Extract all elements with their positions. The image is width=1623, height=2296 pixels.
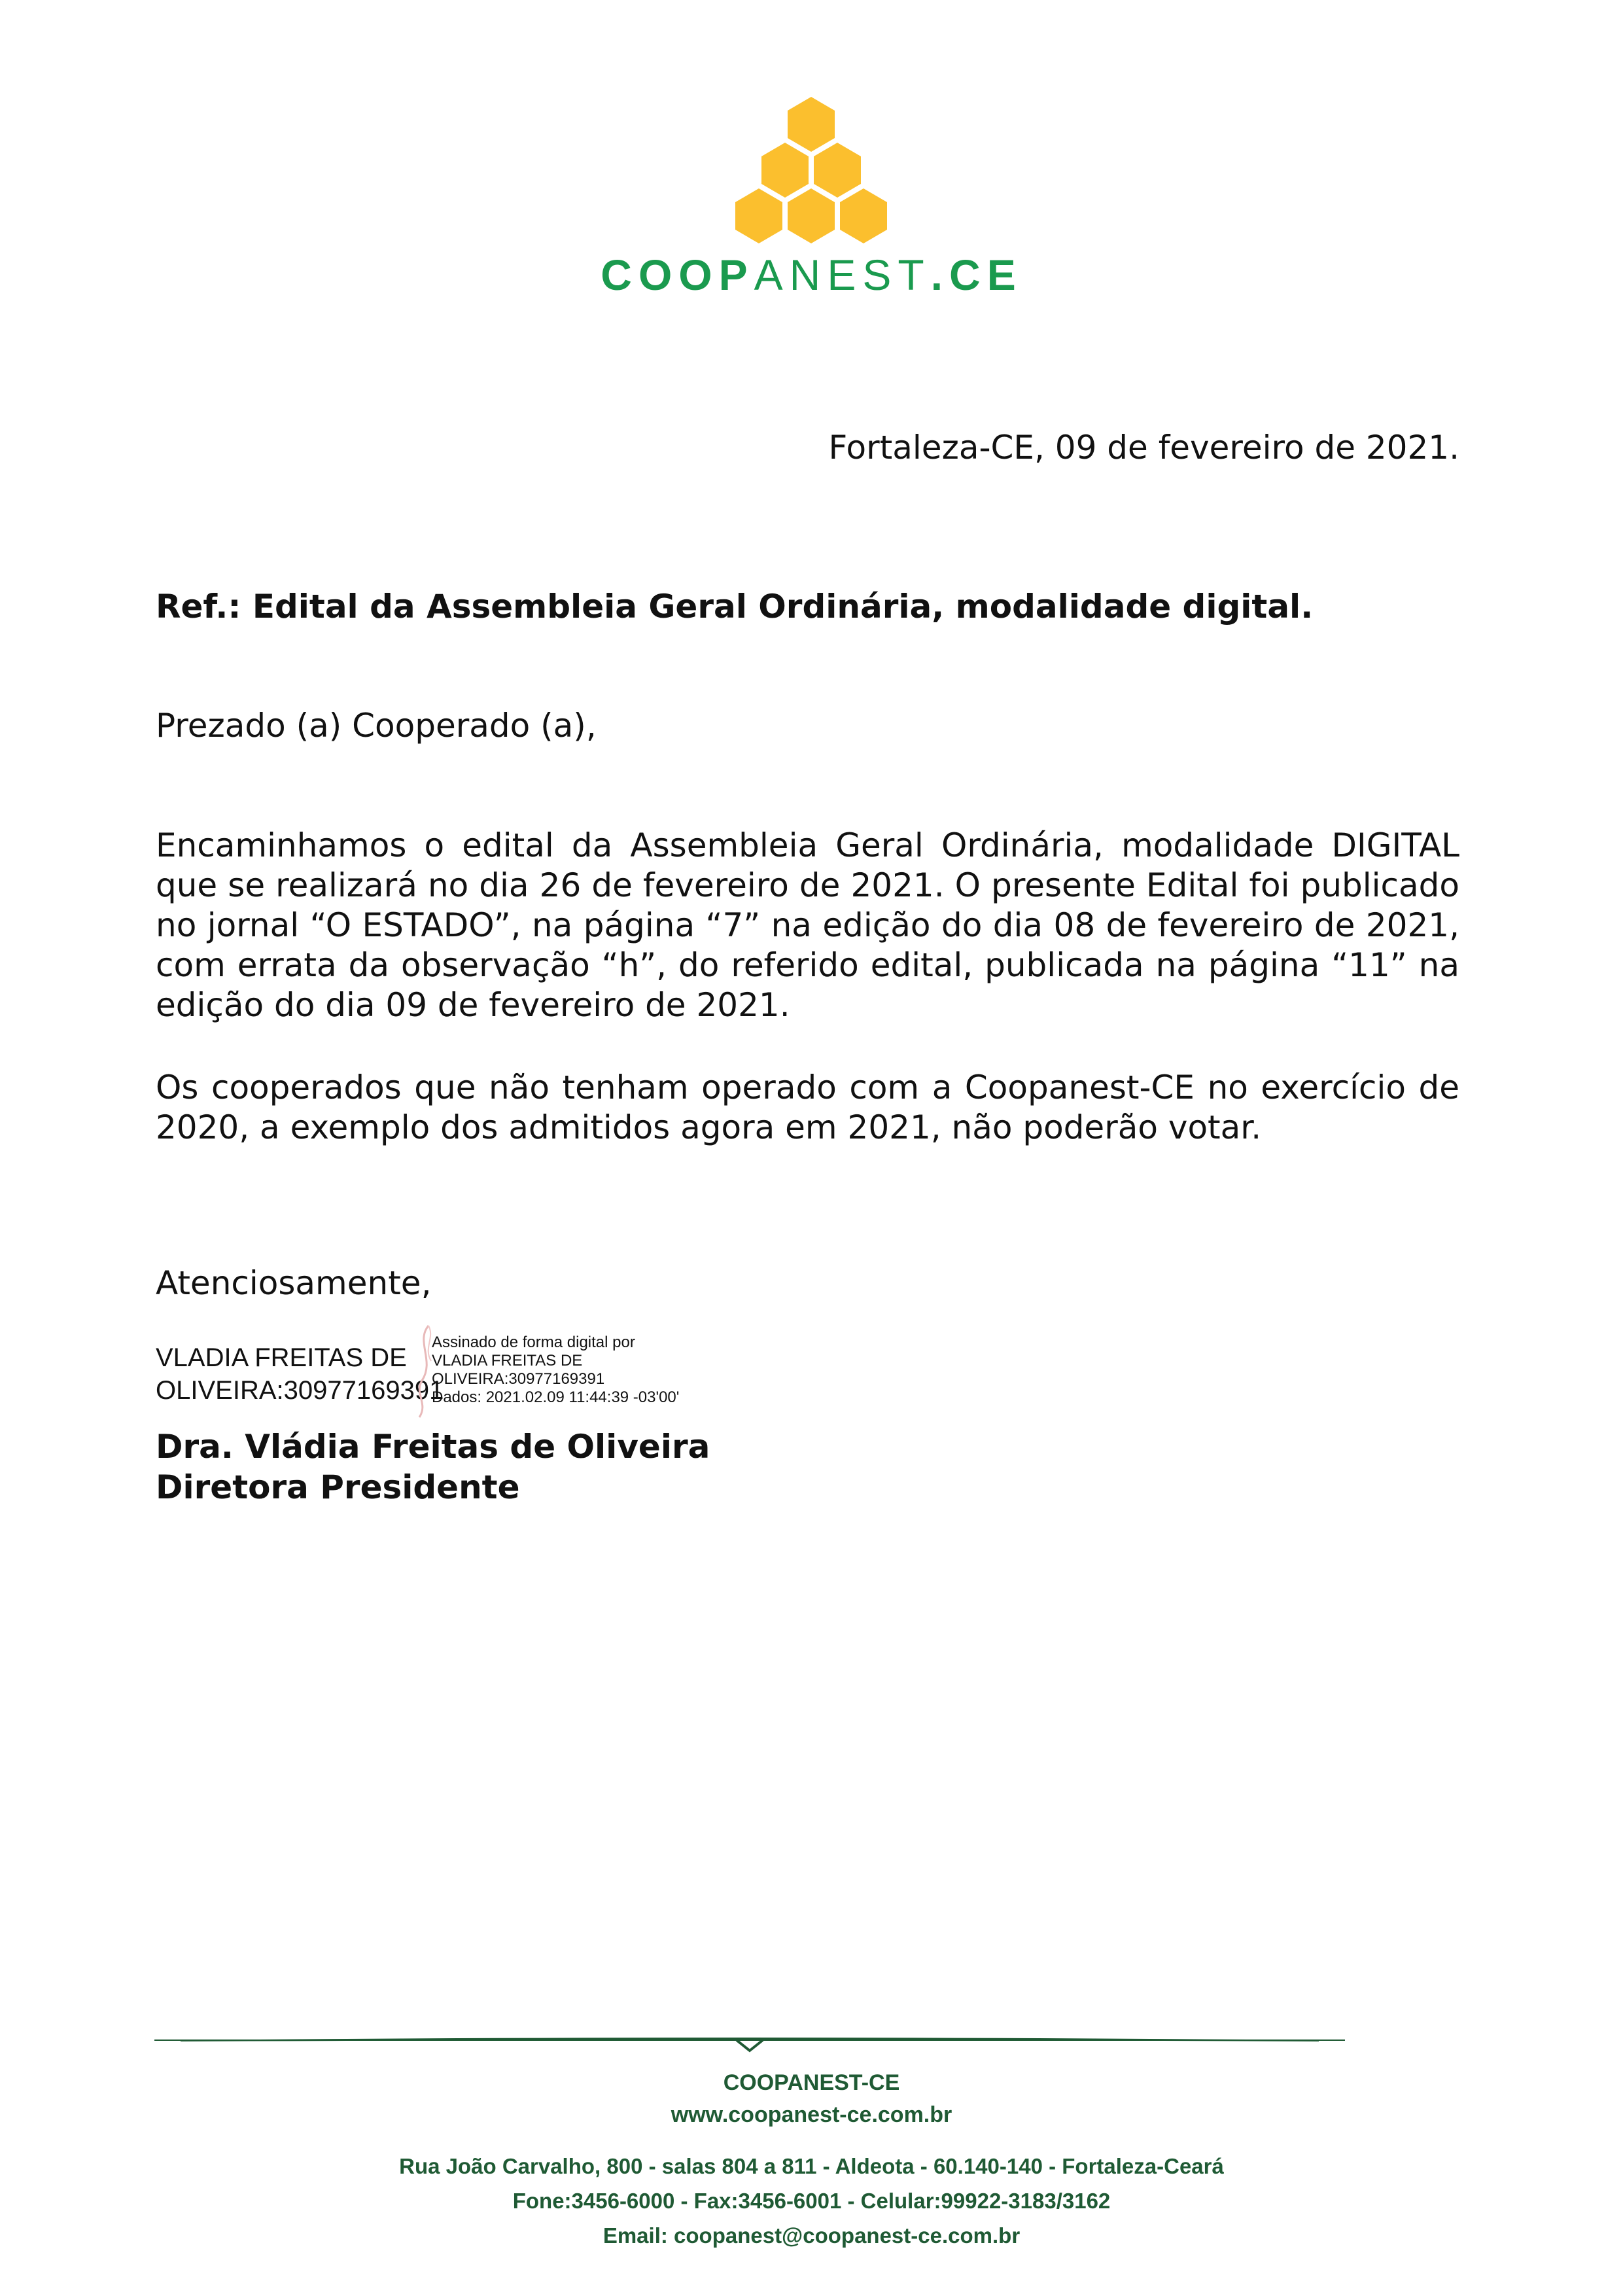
footer-divider (154, 2035, 1345, 2053)
signature-detail-4: Dados: 2021.02.09 11:44:39 -03'00' (432, 1388, 680, 1406)
signer-title: Diretora Presidente (156, 1468, 520, 1506)
letter-paragraph-1: Encaminhamos o edital da Assembleia Geral Ordinária, modalidade DIGITAL que se realizará no dia 26 de fevereiro de 2021. O presente Edital foi publicado no jornal “O ESTADO”, na página “7” na edição do dia 08 de fevereiro de 2021, com errata da observação “h”, do referido edital, publicada na página “11” na edição do dia 09 de fevereiro de 2021. (156, 826, 1459, 1024)
signature-details (432, 1333, 679, 1407)
signature-name-line-2: OLIVEIRA:30977169391 (156, 1376, 444, 1405)
footer-phones: Fone:3456-6000 - Fax:3456-6001 - Celular:99922-3183/3162 (512, 2189, 1111, 2213)
brand-suffix: .CE (930, 251, 1022, 299)
footer-company: COOPANEST-CE (723, 2070, 900, 2095)
footer-address: Rua João Carvalho, 800 - salas 804 a 811 - Aldeota - 60.140-140 - Fortaleza-Ceará (399, 2154, 1224, 2178)
letter-date: Fortaleza-CE, 09 de fevereiro de 2021. (828, 429, 1459, 467)
letter-paragraph-2: Os cooperados que não tenham operado com a Coopanest-CE no exercício de 2020, a exemplo dos admitidos agora em 2021, não poderão votar. (156, 1069, 1459, 1146)
signature-name (156, 1341, 444, 1407)
brand-light: ANEST (754, 251, 931, 299)
letter-closing: Atenciosamente, (156, 1264, 432, 1302)
hexagon-bottom-right (840, 188, 887, 243)
footer-email[interactable]: Email: coopanest@coopanest-ce.com.br (602, 2223, 1021, 2248)
signature-detail-2: VLADIA FREITAS DE (432, 1352, 583, 1369)
signer-name: Dra. Vládia Freitas de Oliveira (156, 1428, 710, 1466)
signature-detail-1: Assinado de forma digital por (432, 1333, 635, 1351)
hexagon-bottom-center (788, 188, 835, 243)
signer-block (156, 1426, 710, 1508)
letter-greeting: Prezado (a) Cooperado (a), (156, 707, 597, 745)
signature-name-line-1: VLADIA FREITAS DE (156, 1343, 407, 1372)
brand-wordmark (0, 250, 1623, 300)
brand-bold: COOP (601, 251, 754, 299)
hexagon-bottom-left (735, 188, 782, 243)
honeycomb-logo-icon (720, 92, 903, 249)
hexagon-top (788, 97, 835, 152)
hexagon-mid-left (761, 143, 809, 198)
letter-reference: Ref.: Edital da Assembleia Geral Ordinária, modalidade digital. (156, 588, 1314, 626)
hexagon-mid-right (814, 143, 861, 198)
footer-website[interactable]: www.coopanest-ce.com.br (671, 2102, 952, 2127)
signature-detail-3: OLIVEIRA:30977169391 (432, 1370, 605, 1388)
